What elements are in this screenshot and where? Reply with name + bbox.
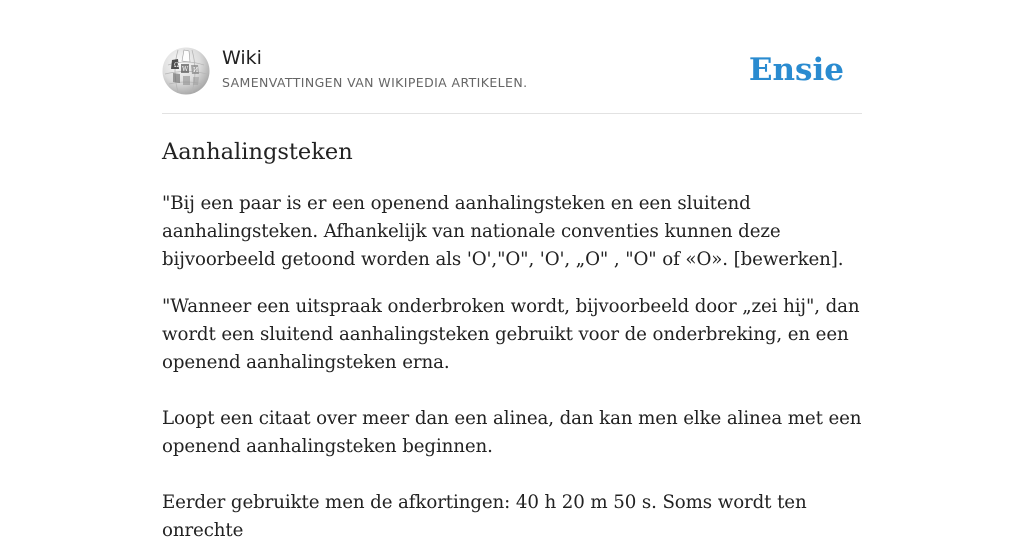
svg-text:W: W (182, 66, 189, 73)
svg-text:И: И (193, 67, 199, 74)
svg-text:Ω: Ω (174, 62, 179, 69)
article-body (162, 190, 862, 545)
article-paragraph: "Bij een paar is er een openend aanhalingsteken en een sluitend aanhalingsteken. Afhankelijk van nationale conventies kunnen deze bijvoorbeeld getoond worden als 'O',"O", 'O', „O" , "O" of «O». [bewerken]. (162, 193, 844, 270)
site-title[interactable]: Wiki (222, 47, 262, 69)
brand-logo-link[interactable]: Ensie (748, 52, 844, 88)
site-header (162, 0, 862, 114)
article-paragraph: "Wanneer een uitspraak onderbroken wordt, bijvoorbeeld door „zei hij", dan wordt een sluitend aanhalingsteken gebruikt voor de onderbreking, en een openend aanhalingsteken erna. (162, 296, 860, 373)
article-paragraph: Eerder gebruikte men de afkortingen: 40 h 20 m 50 s. Soms wordt ten onrechte (162, 492, 807, 541)
content-container (162, 0, 862, 541)
article-paragraph: Loopt een citaat over meer dan een alinea, dan kan men elke alinea met een openend aanhalingsteken beginnen. (162, 408, 862, 457)
site-tagline: SAMENVATTINGEN VAN WIKIPEDIA ARTIKELEN. (222, 75, 528, 90)
wikipedia-globe-icon[interactable] (162, 47, 210, 95)
article-title: Aanhalingsteken (162, 139, 353, 165)
